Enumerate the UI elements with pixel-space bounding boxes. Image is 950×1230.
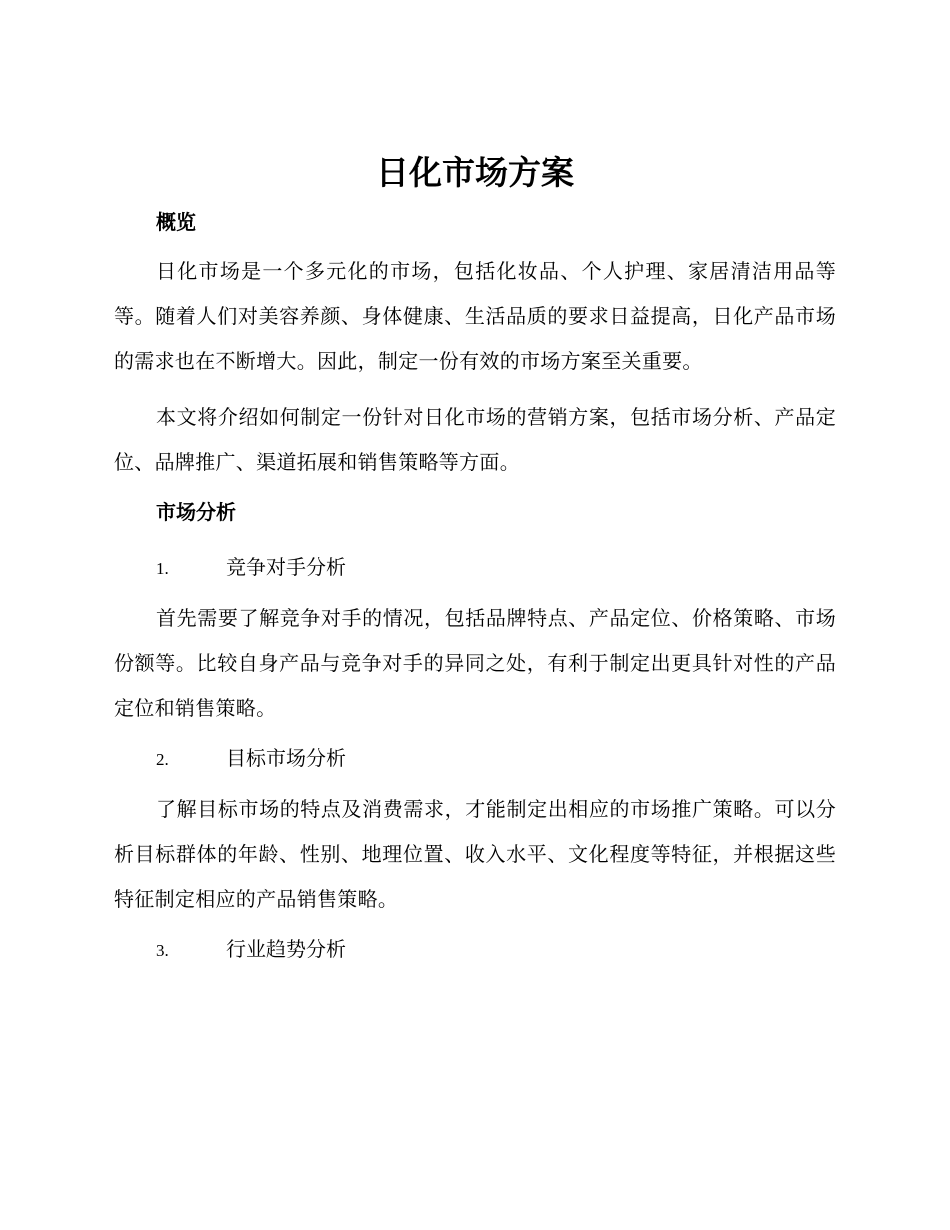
list-label: 目标市场分析 (226, 746, 346, 770)
paragraph: 了解目标市场的特点及消费需求，才能制定出相应的市场推广策略。可以分析目标群体的年龄、性别、地理位置、收入水平、文化程度等特征，并根据这些特征制定相应的产品销售策略。 (114, 797, 836, 911)
section-heading-overview: 概览 (156, 210, 196, 234)
section-heading-market-analysis: 市场分析 (156, 500, 236, 524)
list-number: 3. (156, 941, 169, 960)
list-label: 行业趋势分析 (226, 937, 346, 961)
list-number: 2. (156, 750, 169, 769)
list-item (114, 742, 836, 776)
paragraph: 日化市场是一个多元化的市场，包括化妆品、个人护理、家居清洁用品等等。随着人们对美容养颜、身体健康、生活品质的要求日益提高，日化产品市场的需求也在不断增大。因此，制定一份有效的市场方案至关重要。 (114, 259, 836, 373)
list-item (114, 551, 836, 585)
document-body (114, 206, 836, 967)
list-number: 1. (156, 559, 169, 578)
list-label: 竞争对手分析 (226, 555, 346, 579)
paragraph: 首先需要了解竞争对手的情况，包括品牌特点、产品定位、价格策略、市场份额等。比较自身产品与竞争对手的异同之处，有利于制定出更具针对性的产品定位和销售策略。 (114, 606, 836, 720)
document-title: 日化市场方案 (376, 153, 574, 192)
paragraph: 本文将介绍如何制定一份针对日化市场的营销方案，包括市场分析、产品定位、品牌推广、渠道拓展和销售策略等方面。 (114, 405, 836, 474)
list-item (114, 933, 836, 967)
